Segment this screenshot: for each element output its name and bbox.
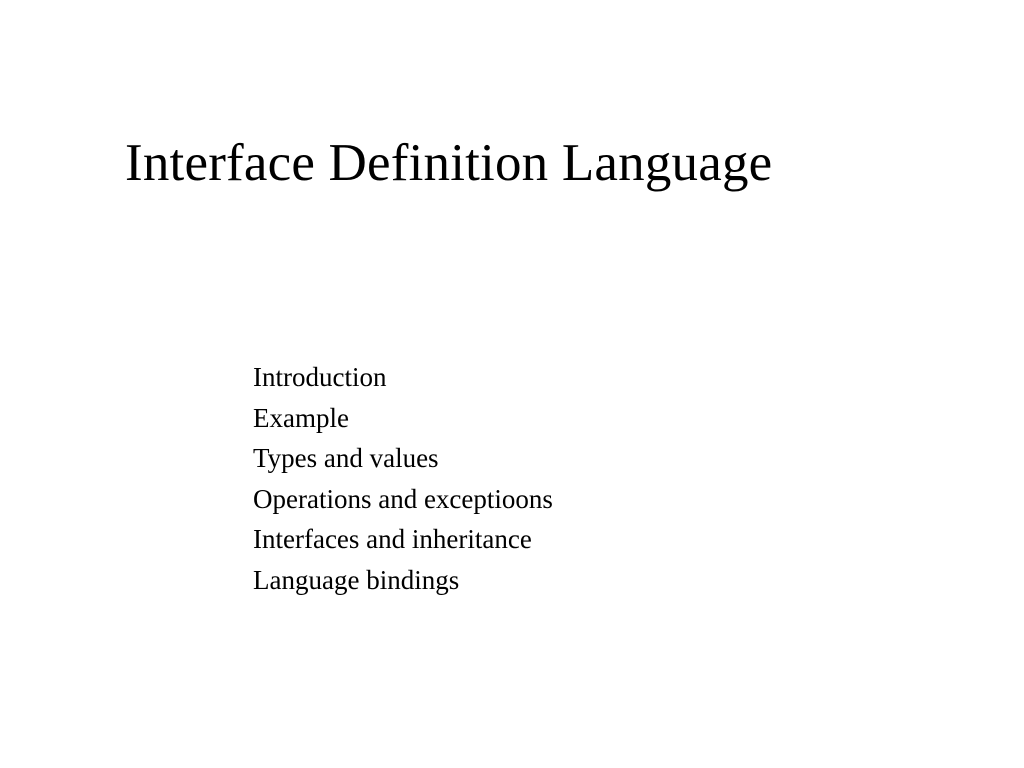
- page-title: Interface Definition Language: [125, 133, 773, 192]
- list-item: Example: [253, 402, 349, 433]
- list-item: Operations and exceptioons: [253, 483, 553, 514]
- slide-bullet-list: [253, 357, 553, 600]
- list-item: Introduction: [253, 362, 387, 392]
- list-item: Language bindings: [253, 564, 460, 595]
- list-item: Types and values: [253, 443, 439, 473]
- list-item: Interfaces and inheritance: [253, 524, 532, 554]
